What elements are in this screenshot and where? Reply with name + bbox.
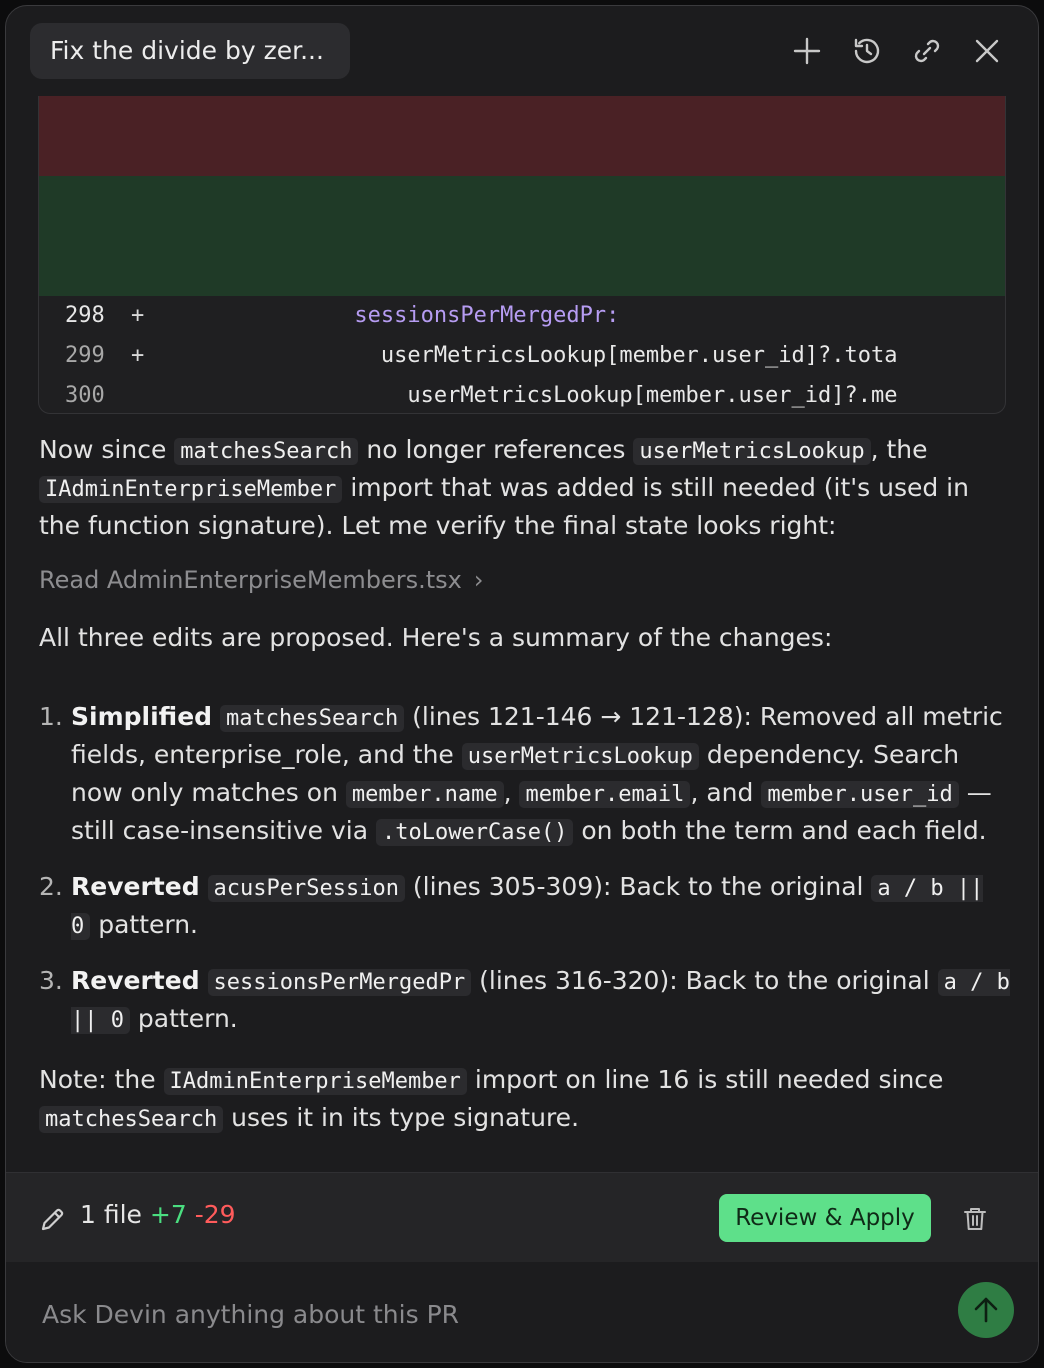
inline-code: a / b || 0 xyxy=(71,876,984,939)
text: Note: the xyxy=(39,1065,164,1094)
inline-code: matchesSearch xyxy=(39,1106,223,1133)
line-number: 300 xyxy=(65,383,105,408)
note-paragraph xyxy=(39,1062,1014,1138)
text: import that was added is still needed (it's used in the function signature). Let me verify the final state looks right: xyxy=(39,473,969,540)
text: , the xyxy=(870,435,928,464)
list-index: 3. xyxy=(39,966,63,995)
code-text: userMetricsLookup[member.user_id]?.me xyxy=(169,383,898,408)
diff-line xyxy=(39,376,1005,414)
text: on both the term and each field. xyxy=(573,816,987,845)
code-text: userMetricsLookup[member.user_id]?.tota xyxy=(169,343,898,368)
inline-code: member.user_id xyxy=(761,781,958,808)
text: uses it in its type signature. xyxy=(223,1103,580,1132)
inline-code: userMetricsLookup xyxy=(633,438,870,465)
file-count-label: 1 file xyxy=(80,1200,142,1229)
message-paragraph xyxy=(39,432,1014,544)
line-number: 298 xyxy=(65,303,105,328)
text: pattern. xyxy=(129,1004,238,1033)
text: dependency. Search now only matches on xyxy=(71,740,960,807)
diff-line xyxy=(39,96,1005,136)
chevron-right-icon: › xyxy=(473,566,484,594)
changes-bar xyxy=(6,1172,1038,1262)
session-title[interactable]: Fix the divide by zer... xyxy=(30,23,350,79)
lines-removed: -29 xyxy=(194,1200,236,1229)
close-icon[interactable] xyxy=(968,32,1006,70)
trash-icon[interactable] xyxy=(961,1205,989,1233)
inline-code: member.name xyxy=(346,781,504,808)
diff-line xyxy=(39,136,1005,176)
link-icon[interactable] xyxy=(908,32,946,70)
inline-code: acusPerSession xyxy=(208,875,405,902)
lines-added: +7 xyxy=(149,1200,187,1229)
text: , and xyxy=(690,778,762,807)
diff-stats xyxy=(80,1200,236,1229)
inline-code: member.email xyxy=(519,781,690,808)
summary-intro: All three edits are proposed. Here's a summary of the changes: xyxy=(39,623,833,652)
text: import on line 16 is still needed since xyxy=(466,1065,944,1094)
list-item xyxy=(39,963,1014,1039)
send-button[interactable] xyxy=(958,1282,1014,1338)
text: , xyxy=(503,778,520,807)
text: (lines 316-320): Back to the original xyxy=(471,966,938,995)
inline-code: sessionsPerMergedPr xyxy=(208,969,472,996)
item-action: Reverted xyxy=(71,872,200,901)
text: Now since xyxy=(39,435,175,464)
text: (lines 121-146 → 121-128): Removed all metric fields, enterprise_role, and the xyxy=(71,702,1003,769)
inline-code: matchesSearch xyxy=(174,438,358,465)
line-number: 299 xyxy=(65,343,105,368)
code-text: sessionsPerMergedPr: xyxy=(169,303,620,328)
pencil-icon xyxy=(39,1205,67,1233)
ask-area xyxy=(6,1262,1038,1363)
inline-code: userMetricsLookup xyxy=(462,743,699,770)
text: pattern. xyxy=(90,910,199,939)
inline-code: a / b || 0 xyxy=(71,970,1010,1033)
read-file-label: Read AdminEnterpriseMembers.tsx xyxy=(39,566,462,594)
inline-code: IAdminEnterpriseMember xyxy=(39,476,342,503)
inline-code: IAdminEnterpriseMember xyxy=(164,1068,467,1095)
inline-code: .toLowerCase() xyxy=(376,819,573,846)
list-index: 2. xyxy=(39,872,63,901)
item-action: Reverted xyxy=(71,966,200,995)
list-index: 1. xyxy=(39,702,63,731)
history-icon[interactable] xyxy=(848,32,886,70)
inline-code: matchesSearch xyxy=(220,705,404,732)
changes-list xyxy=(39,699,1014,1057)
text: no longer references xyxy=(358,435,634,464)
item-action: Simplified xyxy=(71,702,213,731)
list-item xyxy=(39,869,1014,945)
diff-sign: + xyxy=(131,343,145,368)
arrow-up-icon xyxy=(971,1295,1001,1325)
text: — still case-insensitive via xyxy=(71,778,992,845)
ask-input[interactable] xyxy=(42,1284,922,1344)
list-item xyxy=(39,699,1014,851)
text: (lines 305-309): Back to the original xyxy=(404,872,872,901)
diff-sign: + xyxy=(131,303,145,328)
chat-panel xyxy=(5,5,1039,1363)
review-apply-button[interactable]: Review & Apply xyxy=(719,1194,931,1242)
plus-icon[interactable] xyxy=(788,32,826,70)
code-diff xyxy=(38,96,1006,414)
panel-header xyxy=(6,6,1038,98)
read-file-link[interactable] xyxy=(39,566,483,594)
